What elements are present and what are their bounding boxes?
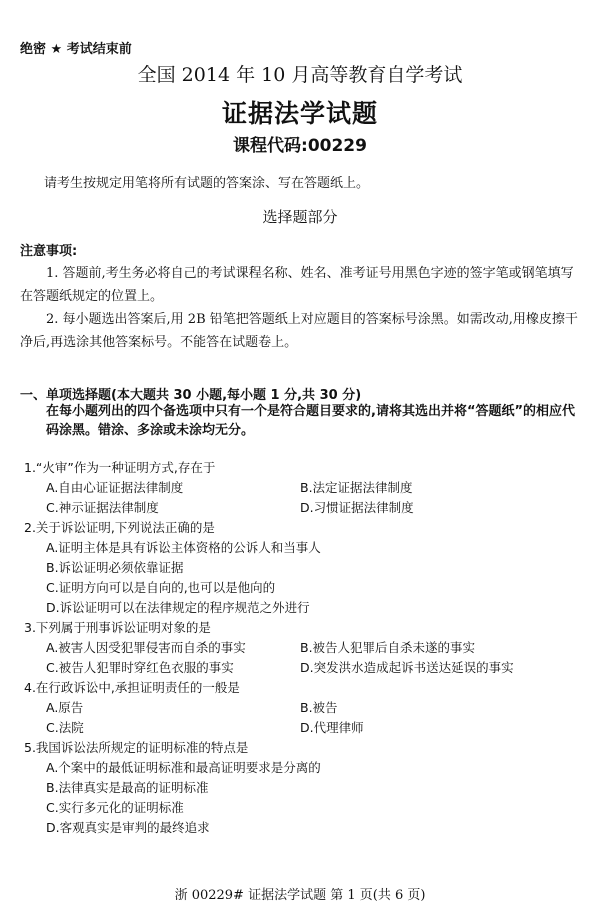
notice-item-2: 2. 每小题选出答案后,用 2B 铅笔把答题纸上对应题目的答案标号涂黑。如需改动,用橡皮擦干净后,再选涂其他答案标号。不能答在试题卷上。 [20,312,578,350]
question-4-option-b: B.被告 [300,700,338,715]
question-5-option-a: A.个案中的最低证明标准和最高证明要求是分离的 [46,760,321,775]
section-description: 在每小题列出的四个备选项中只有一个是符合题目要求的,请将其选出并将“答题纸”的相应代码涂黑。错涂、多涂或未涂均无分。 [46,404,576,438]
question-5-option-b: B.法律真实是最高的证明标准 [46,780,209,795]
question-1-option-b: B.法定证据法律制度 [300,480,413,495]
answer-instruction: 请考生按规定用笔将所有试题的答案涂、写在答题纸上。 [44,176,370,191]
question-3-option-b: B.被告人犯罪后自杀未遂的事实 [300,640,476,655]
question-1-option-a: A.自由心证证据法律制度 [46,480,184,495]
notice-item-1: 1. 答题前,考生务必将自己的考试课程名称、姓名、准考证号用黑色字迹的签字笔或钢笔填写在答题纸规定的位置上。 [20,266,574,304]
question-4-option-c: C.法院 [46,720,84,735]
notice-heading: 注意事项: [20,244,78,259]
question-1: 1.“火审”作为一种证明方式,存在于 [24,460,216,475]
section-title: 选择题部分 [262,208,338,226]
exam-title: 全国 2014 年 10 月高等教育自学考试 [137,64,463,86]
question-3-option-c: C.被告人犯罪时穿红色衣服的事实 [46,660,234,675]
secret-mark: 绝密 ★ 考试结束前 [20,42,132,57]
question-2-option-b: B.诉讼证明必须依靠证据 [46,560,184,575]
question-4-option-d: D.代理律师 [300,720,364,735]
course-code: 课程代码:00229 [233,136,367,156]
question-4-option-a: A.原告 [46,700,84,715]
section-heading: 一、单项选择题(本大题共 30 小题,每小题 1 分,共 30 分) [20,388,362,403]
question-3-option-d: D.突发洪水造成起诉书送达延误的事实 [300,660,514,675]
question-1-option-d: D.习惯证据法律制度 [300,500,414,515]
question-2-option-d: D.诉讼证明可以在法律规定的程序规范之外进行 [46,600,310,615]
question-2-option-a: A.证明主体是具有诉讼主体资格的公诉人和当事人 [46,540,321,555]
question-3: 3.下列属于刑事诉讼证明对象的是 [24,620,211,635]
question-3-option-a: A.被害人因受犯罪侵害而自杀的事实 [46,640,246,655]
question-2-option-c: C.证明方向可以是自向的,也可以是他向的 [46,580,276,595]
page-footer: 浙 00229# 证据法学试题 第 1 页(共 6 页) [174,888,426,903]
question-5: 5.我国诉讼法所规定的证明标准的特点是 [24,740,249,755]
question-4: 4.在行政诉讼中,承担证明责任的一般是 [24,680,240,695]
question-5-option-c: C.实行多元化的证明标准 [46,800,184,815]
question-1-option-c: C.神示证据法律制度 [46,500,159,515]
paper-title: 证据法学试题 [221,99,378,128]
question-2: 2.关于诉讼证明,下列说法正确的是 [24,520,215,535]
question-5-option-d: D.客观真实是审判的最终追求 [46,820,210,835]
